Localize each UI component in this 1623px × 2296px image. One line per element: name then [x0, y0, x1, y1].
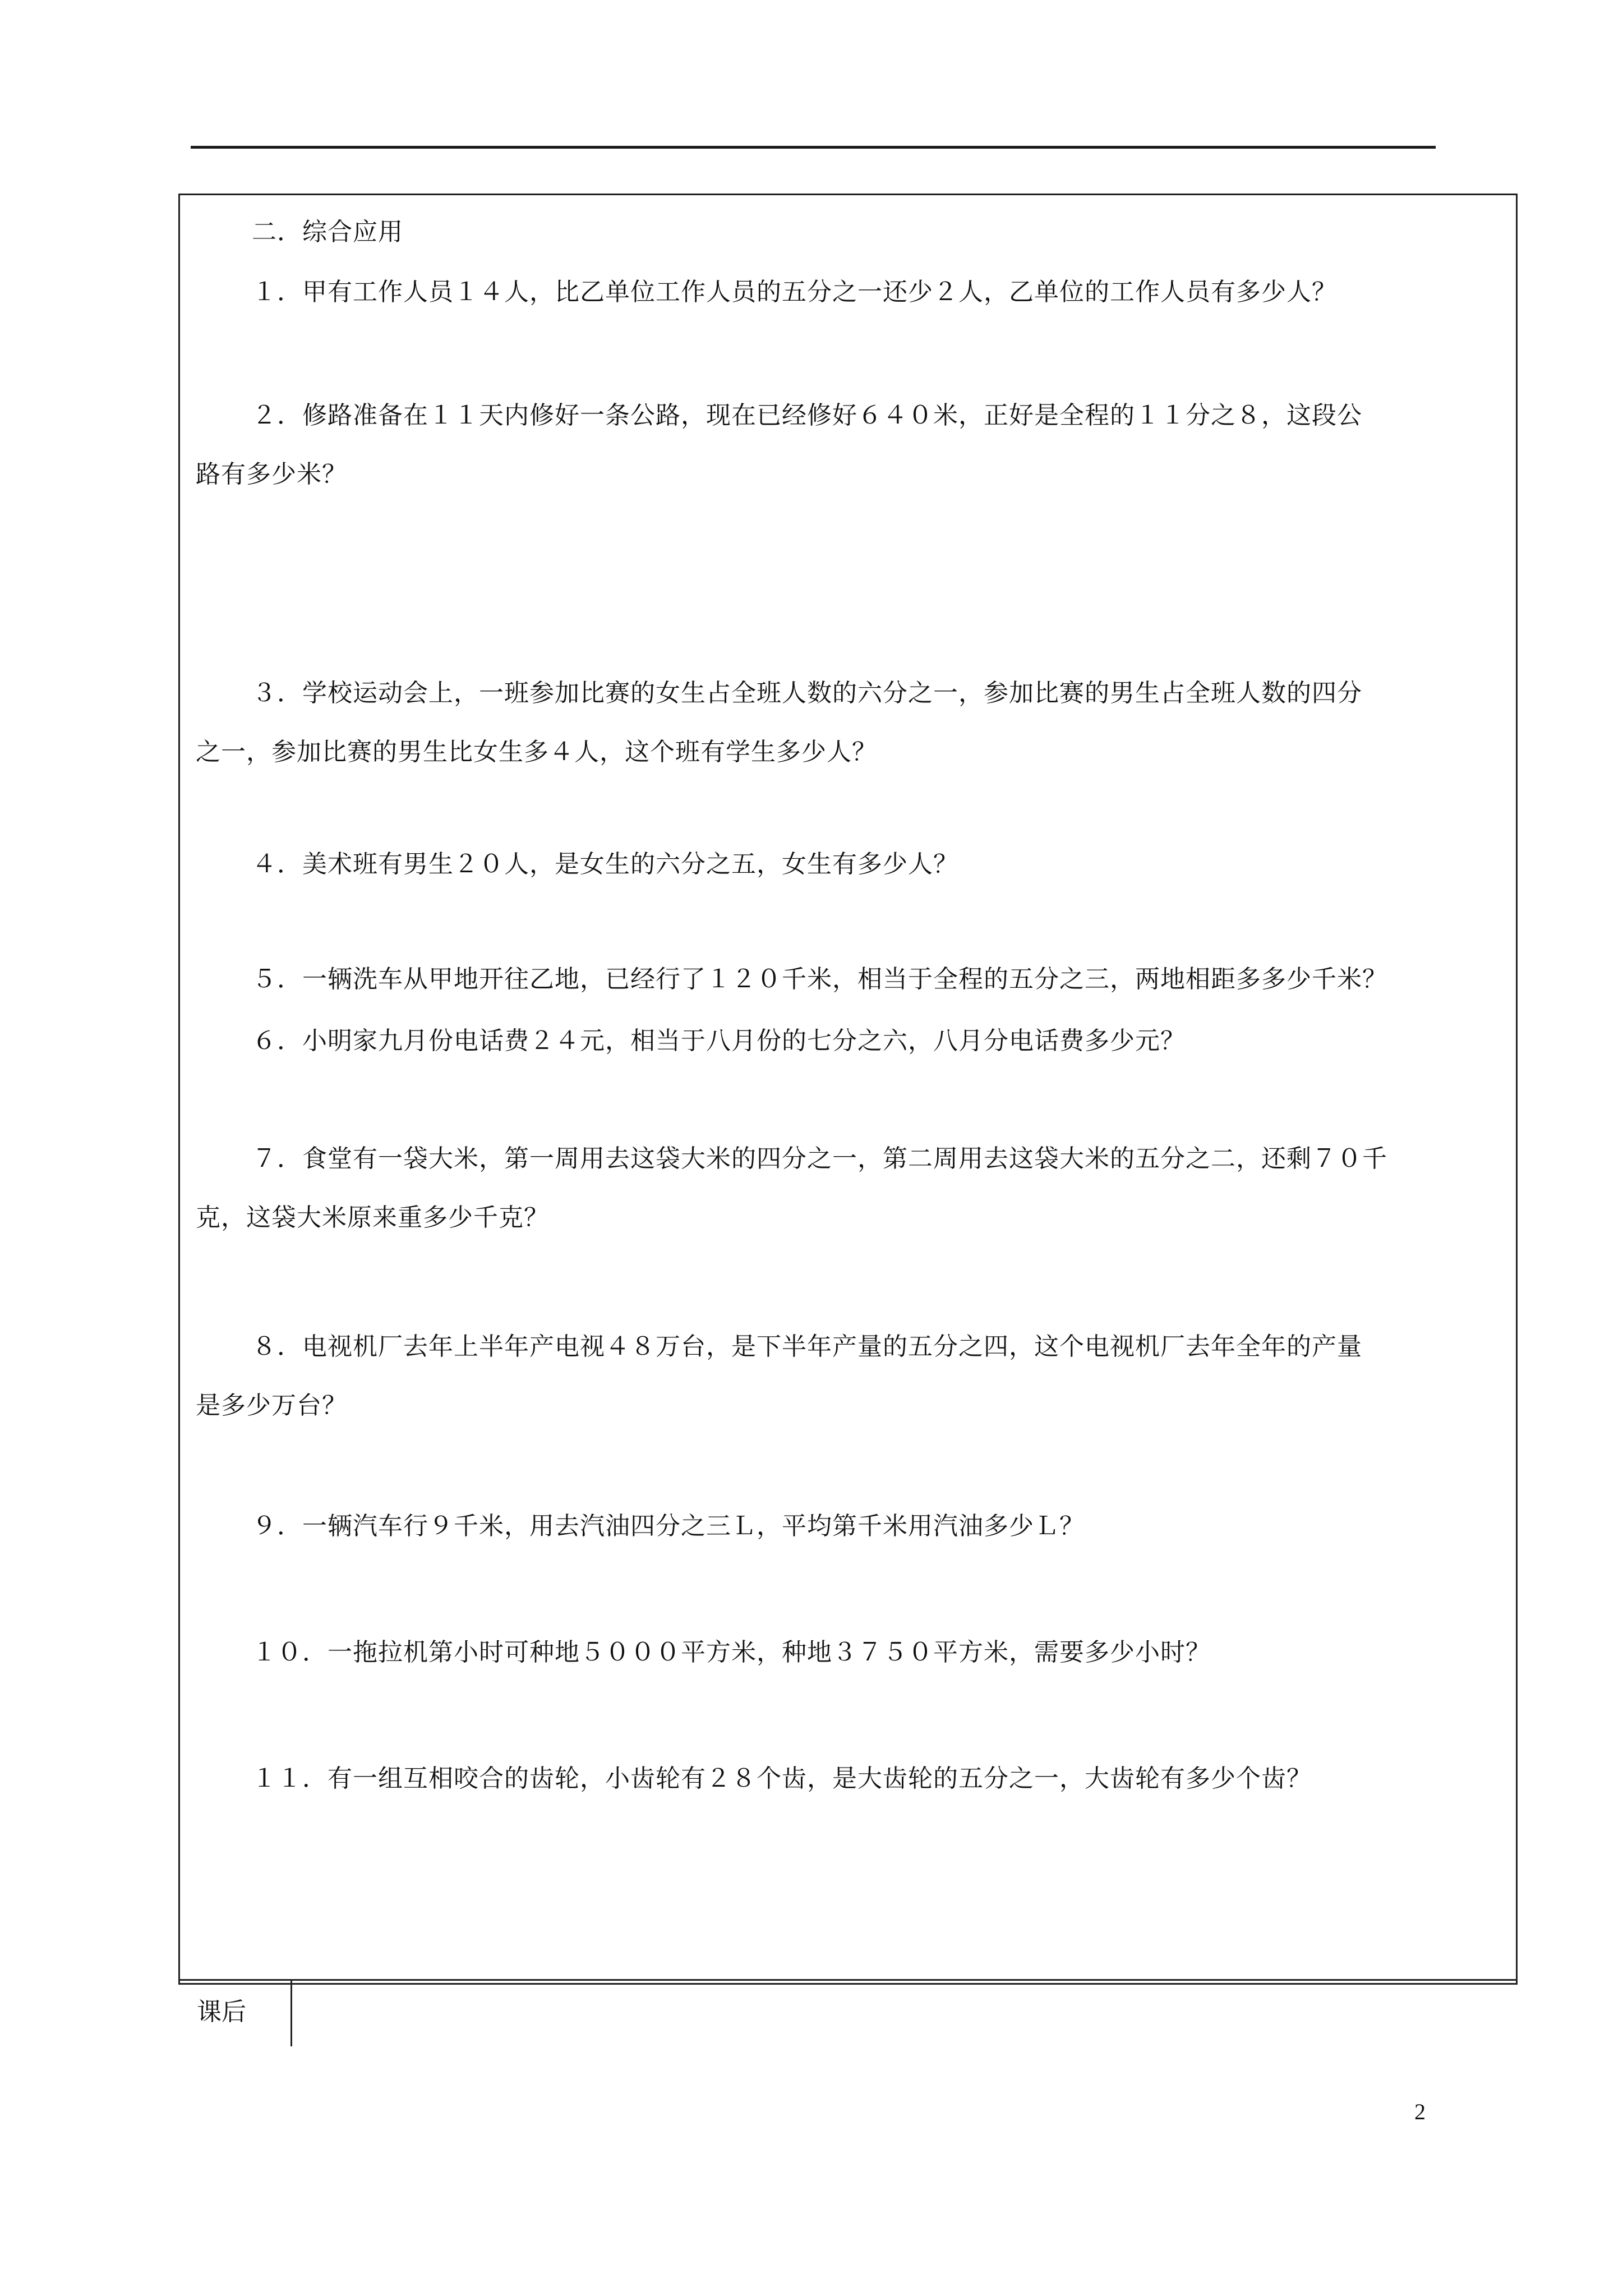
- question-9: ９．一辆汽车行９千米，用去汽油四分之三Ｌ，平均第千米用汽油多少Ｌ？: [252, 1512, 1085, 1540]
- footer-label: 课后: [197, 1998, 246, 2026]
- header-rule: [191, 146, 1436, 149]
- question-6: ６．小明家九月份电话费２４元，相当于八月份的七分之六，八月分电话费多少元？: [252, 1027, 1186, 1055]
- question-7-cont: 克，这袋大米原来重多少千克？: [196, 1203, 549, 1232]
- question-2: ２．修路准备在１１天内修好一条公路，现在已经修好６４０米，正好是全程的１１分之８，这段公: [252, 401, 1362, 430]
- question-1: １．甲有工作人员１４人，比乙单位工作人员的五分之一还少２人，乙单位的工作人员有多少人？: [252, 278, 1337, 306]
- question-4: ４．美术班有男生２０人，是女生的六分之五，女生有多少人？: [252, 850, 958, 878]
- question-5: ５．一辆洗车从甲地开往乙地，已经行了１２０千米，相当于全程的五分之三，两地相距多多少千米？: [252, 965, 1387, 993]
- question-11: １１．有一组互相咬合的齿轮，小齿轮有２８个齿，是大齿轮的五分之一，大齿轮有多少个齿？: [252, 1764, 1312, 1793]
- page-number: 2: [1414, 2099, 1426, 2124]
- question-10: １０．一拖拉机第小时可种地５０００平方米，种地３７５０平方米，需要多少小时？: [252, 1638, 1211, 1667]
- question-2-cont: 路有多少米？: [196, 460, 347, 489]
- section-title: 二．综合应用: [252, 218, 403, 246]
- question-8-cont: 是多少万台？: [196, 1391, 347, 1420]
- question-7: ７．食堂有一袋大米，第一周用去这袋大米的四分之一，第二周用去这袋大米的五分之二，还剩７０千: [252, 1144, 1387, 1173]
- question-8: ８．电视机厂去年上半年产电视４８万台，是下半年产量的五分之四，这个电视机厂去年全年的产量: [252, 1332, 1362, 1361]
- footer-label-cell: [180, 1981, 292, 2046]
- content-cell: [180, 195, 1516, 1981]
- question-3: ３．学校运动会上，一班参加比赛的女生占全班人数的六分之一，参加比赛的男生占全班人数的四分: [252, 679, 1362, 707]
- question-3-cont: 之一，参加比赛的男生比女生多４人，这个班有学生多少人？: [196, 738, 877, 766]
- footer-row: [180, 1979, 1516, 2046]
- worksheet-table: [178, 194, 1518, 2026]
